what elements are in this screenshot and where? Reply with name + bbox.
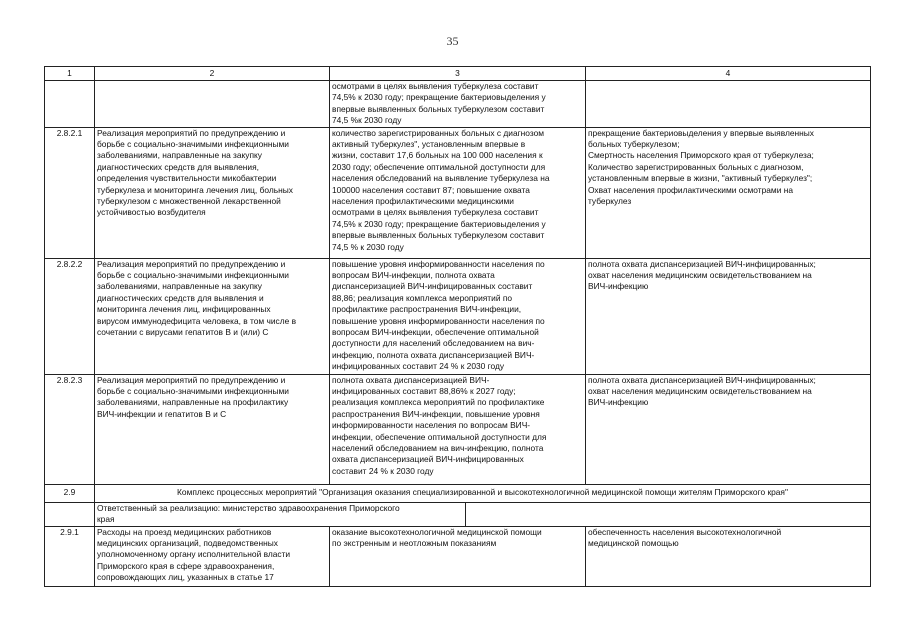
cell-line: профилактике распространения ВИЧ-инфекции, <box>332 304 522 315</box>
cell-line: борьбе с социально-значимыми инфекционными <box>97 270 289 281</box>
row-number: 2.8.2.1 <box>45 127 95 258</box>
cell-line: Расходы на проезд медицинских работников <box>97 526 272 537</box>
cell-line: обеспеченность населения высокотехнологичной <box>588 526 782 537</box>
cell-line: туберкулез <box>588 196 632 207</box>
responsible-row <box>45 502 871 526</box>
cell-line: осмотрами в целях выявления туберкулеза составит <box>332 207 539 218</box>
cell-line: инфекции, обеспечение оптимальной доступности для <box>332 431 547 442</box>
table-row <box>45 258 871 374</box>
cell-line: осмотрами в целях выявления туберкулеза составит <box>332 81 539 91</box>
cell-line: населения профилактическими медицинскими <box>332 196 514 207</box>
empty-cell <box>45 502 95 526</box>
expected-result-cell <box>330 374 586 484</box>
responsible-cell <box>95 502 871 526</box>
table-row <box>45 127 871 258</box>
header-col-2: 2 <box>95 67 330 81</box>
measure-name-cell <box>95 526 330 586</box>
cell-line: диагностических средств для выявления, <box>97 161 259 172</box>
header-col-1: 1 <box>45 67 95 81</box>
cell-line: установленным впервые в жизни, "активный туберкулез"; <box>588 173 813 184</box>
section-row <box>45 484 871 502</box>
row-number <box>45 81 95 128</box>
row-number: 2.9.1 <box>45 526 95 586</box>
cell-line: Приморского края в сфере здравоохранения, <box>97 560 275 571</box>
cell-line: медицинской помощью <box>588 538 679 549</box>
page-number: 35 <box>446 34 459 48</box>
cell-line: 100000 населения составит 87; повышение охвата <box>332 184 530 195</box>
measure-name-cell <box>95 127 330 258</box>
section-title: Комплекс процессных мероприятий "Организация оказания специализированной и высокотехнологичной медицинской помощи жителям Приморского края" <box>95 484 871 502</box>
header-col-4: 4 <box>586 67 871 81</box>
cell-line: инфицированных составит 24 % к 2030 году <box>332 361 505 372</box>
cell-line: борьбе с социально-значимыми инфекционными <box>97 139 289 150</box>
table-body <box>45 67 871 587</box>
cell-line: Реализация мероприятий по предупреждению и <box>97 258 286 269</box>
expected-result-cell <box>330 258 586 374</box>
cell-line: вирусом иммунодефицита человека, в том числе в <box>97 315 297 326</box>
cell-line: 74,5 %к 2030 году <box>332 115 402 126</box>
header-col-3: 3 <box>330 67 586 81</box>
cell-line: Смертность населения Приморского края от туберкулеза; <box>588 150 814 161</box>
cell-line: охват населения медицинским освидетельствованием на <box>588 270 812 281</box>
indicator-cell <box>586 526 871 586</box>
cell-line: ВИЧ-инфекции и гепатитов В и С <box>97 408 227 419</box>
section-number: 2.9 <box>45 484 95 502</box>
cell-line: инфицированных составит 88,86% к 2027 году; <box>332 386 516 397</box>
indicator-cell <box>586 374 871 484</box>
cell-line: вопросам ВИЧ-инфекции, обеспечение оптимальной <box>332 327 539 338</box>
cell-line: заболеваниями, направленные на закупку <box>97 150 262 161</box>
cell-line: туберкулезом с множественной лекарственной <box>97 196 281 207</box>
cell-line: 74,5% к 2030 году; прекращение бактериовыделения у <box>332 218 546 229</box>
cell-line: диагностических средств для выявления и <box>97 292 264 303</box>
cell-line: Реализация мероприятий по предупреждению и <box>97 374 286 385</box>
cell-line: полнота охвата диспансеризацией ВИЧ-инфицированных; <box>588 258 816 269</box>
cell-line: прекращение бактериовыделения у впервые выявленных <box>588 127 814 138</box>
cell-line: полнота охвата диспансеризацией ВИЧ- <box>332 374 490 385</box>
cell-line: Количество зарегистрированных больных с диагнозом, <box>588 161 804 172</box>
cell-line: Ответственный за реализацию: министерство здравоохранения Приморского <box>97 502 400 513</box>
cell-line: 74,5 % к 2030 году <box>332 241 404 252</box>
row-number: 2.8.2.3 <box>45 374 95 484</box>
cell-line: впервые выявленных больных туберкулезом составит <box>332 103 545 114</box>
expected-result-cell <box>330 127 586 258</box>
cell-line: вопросам ВИЧ-инфекции, полнота охвата <box>332 270 495 281</box>
cell-line: диспансеризацией ВИЧ-инфицированных составит <box>332 281 533 292</box>
cell-line: определения чувствительности микобактерии <box>97 173 277 184</box>
table-row <box>45 526 871 586</box>
cell-line: активный туберкулез", установленным впервые в <box>332 139 526 150</box>
table-header-row <box>45 67 871 81</box>
indicator-cell <box>586 127 871 258</box>
cell-line: доступности для населений обследованием на вич- <box>332 338 535 349</box>
cell-line: по экстренным и неотложным показаниям <box>332 538 497 549</box>
cell-line: жизни, составит 17,6 больных на 100 000 населения к <box>332 150 543 161</box>
cell-line: реализация комплекса мероприятий по профилактике <box>332 397 545 408</box>
cell-line: ВИЧ-инфекцию <box>588 281 649 292</box>
table-row <box>45 374 871 484</box>
cell-line: устойчивостью возбудителя <box>97 207 206 218</box>
indicator-cell <box>586 81 871 128</box>
cell-line: впервые выявленных больных туберкулезом составит <box>332 230 545 241</box>
indicator-cell <box>586 258 871 374</box>
cell-line: 74,5% к 2030 году; прекращение бактериовыделения у <box>332 92 546 103</box>
cell-line: борьбе с социально-значимыми инфекционными <box>97 386 289 397</box>
cell-line: охват населения медицинским освидетельствованием на <box>588 386 812 397</box>
cell-line: мониторинга лечения лиц, инфицированных <box>97 304 271 315</box>
cell-line: 88,86; реализация комплекса мероприятий по <box>332 292 513 303</box>
cell-line: информированности населения по вопросам ВИЧ- <box>332 420 531 431</box>
cell-line: туберкулеза и мониторинга лечения лиц, больных <box>97 184 293 195</box>
cell-line: населений обследованием на вич-инфекцию, полнота <box>332 443 544 454</box>
cell-line: распространения ВИЧ-инфекции, повышение уровня <box>332 408 540 419</box>
cell-line: 2030 году; обеспечение оптимальной доступности для <box>332 161 546 172</box>
measure-name-cell <box>95 374 330 484</box>
cell-line: инфекцию, полнота охвата диспансеризацией ВИЧ- <box>332 349 535 360</box>
cell-line: заболеваниями, направленные на профилактику <box>97 397 289 408</box>
cell-line: медицинских организаций, подведомственных <box>97 538 278 549</box>
cell-line: сочетании с вирусами гепатитов В и (или) С <box>97 327 269 338</box>
cell-line: сопровождающих лиц, указанных в статье 17 <box>97 572 274 583</box>
cell-line: Охват населения профилактическими осмотрами на <box>588 184 793 195</box>
cell-line: Реализация мероприятий по предупреждению и <box>97 127 286 138</box>
responsible-divider <box>465 503 466 526</box>
cell-line: повышение уровня информированности населения по <box>332 315 545 326</box>
cell-line: больных туберкулезом; <box>588 139 680 150</box>
measures-table <box>44 66 871 587</box>
cell-line: уполномоченному органу исполнительной власти <box>97 549 291 560</box>
cell-line: полнота охвата диспансеризацией ВИЧ-инфицированных; <box>588 374 816 385</box>
cell-line: оказание высокотехнологичной медицинской помощи <box>332 526 542 537</box>
cell-line: ВИЧ-инфекцию <box>588 397 649 408</box>
measure-name-cell <box>95 81 330 128</box>
cell-line: населения обследований на выявление туберкулеза на <box>332 173 550 184</box>
cell-line: заболеваниями, направленные на закупку <box>97 281 262 292</box>
table-row <box>45 81 871 128</box>
expected-result-cell <box>330 526 586 586</box>
measure-name-cell <box>95 258 330 374</box>
expected-result-cell <box>330 81 586 128</box>
cell-line: количество зарегистрированных больных с диагнозом <box>332 127 545 138</box>
cell-line: повышение уровня информированности населения по <box>332 258 545 269</box>
row-number: 2.8.2.2 <box>45 258 95 374</box>
cell-line: края <box>97 514 115 525</box>
cell-line: составит 24 % к 2030 году <box>332 465 434 476</box>
cell-line: охвата диспансеризацией ВИЧ-инфицированных <box>332 454 524 465</box>
